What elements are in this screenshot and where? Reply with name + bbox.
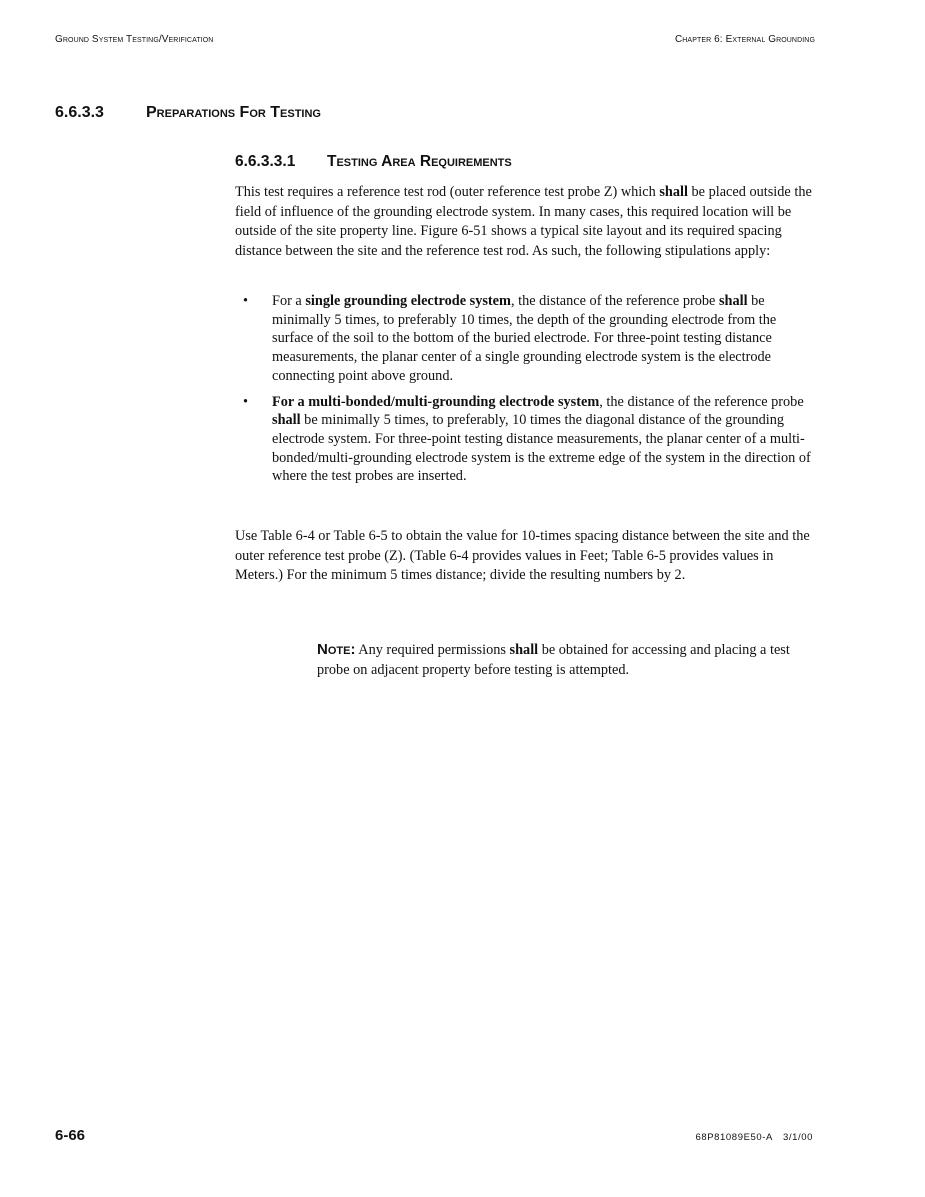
intro-paragraph: This test requires a reference test rod (outer reference test probe Z) which shall be placed outside the field of influence of the grounding electrode system. In many cases, this required location will be outside of the site property line. Figure 6-51 shows a typical site layout and its required spacing distance between the site and the reference test rod. As such, the following stipulations apply: [235, 184, 812, 259]
note-block: Note: Any required permissions shall be obtained for accessing and placing a test probe on adjacent property before testing is attempted. [317, 641, 790, 678]
subsection-heading [235, 153, 815, 171]
document-id [695, 1132, 813, 1143]
bullet-icon: • [243, 393, 249, 410]
subsection-title: Testing Area Requirements [327, 153, 512, 170]
running-header-right: Chapter 6: External Grounding [674, 34, 815, 45]
list-item: • For a single grounding electrode system, the distance of the reference probe shall be minimally 5 times, to preferably 10 times, the depth of the grounding electrode from the surface of the soil to the bottom of the buried electrode. For three-point testing distance measurements, the planar center of a single grounding electrode system is the electrode connecting point above ground. [243, 293, 777, 384]
note-label: Note: [317, 641, 356, 658]
stipulations-list [235, 292, 820, 493]
doc-number: 68P81089E50-A [695, 1132, 773, 1143]
section-heading [55, 104, 815, 122]
subsection-number: 6.6.3.3.1 [235, 153, 296, 170]
doc-date: 3/1/00 [782, 1132, 813, 1143]
page-number: 6-66 [55, 1127, 86, 1144]
list-item: • For a multi-bonded/multi-grounding electrode system, the distance of the reference probe shall be minimally 5 times, to preferably, 10 times the diagonal distance of the grounding electrode system. For three-point testing distance measurements, the planar center of a multi-bonded/multi-grounding electrode system is the extreme edge of the system in the direction of where the test probes are inserted. [243, 393, 811, 485]
bullet-icon: • [243, 293, 249, 309]
table-reference-paragraph: Use Table 6-4 or Table 6-5 to obtain the value for 10-times spacing distance between the site and the outer reference test probe (Z). (Table 6-4 provides values in Feet; Table 6-5 provides values in Meters.) For the minimum 5 times distance; divide the resulting numbers by 2. [235, 528, 810, 584]
section-title: Preparations For Testing [146, 104, 321, 121]
section-number: 6.6.3.3 [55, 104, 104, 121]
running-header-left: Ground System Testing/Verification [55, 34, 214, 45]
